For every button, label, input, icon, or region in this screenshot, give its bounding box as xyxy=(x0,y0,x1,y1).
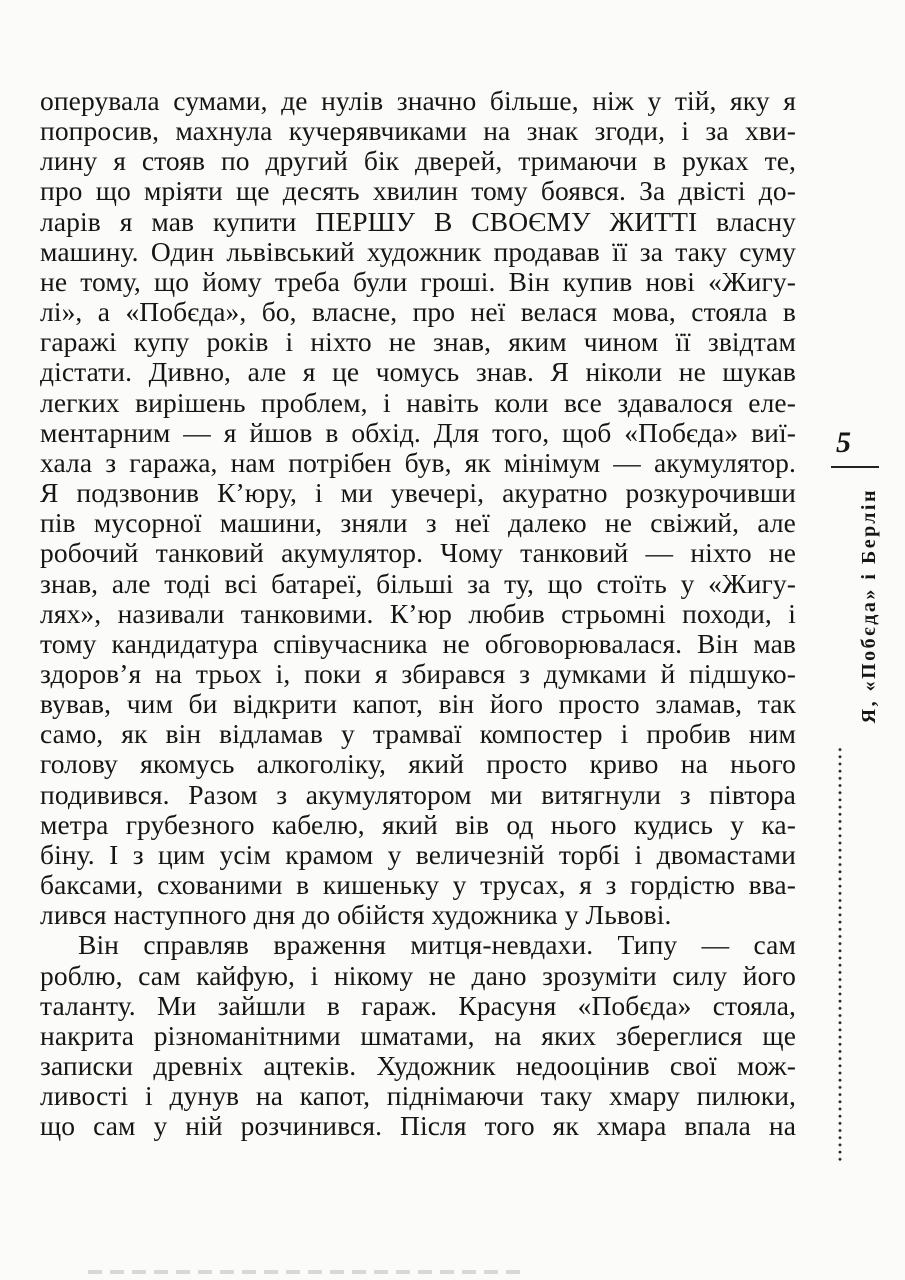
page-number: 5 xyxy=(836,426,851,459)
text-line: Я подзвонив К’юру, і ми увечері, акуратно розкурочивши xyxy=(40,477,796,509)
text-line: машину. Один львівський художник продавав її за таку суму xyxy=(40,235,796,267)
text-line: лі», а «Побєда», бо, власне, про неї велася мова, стояла в xyxy=(40,296,796,328)
text-line: попросив, махнула кучерявчиками на знак згоди, і за хви- xyxy=(40,115,796,147)
running-head: Я, «Побєда» і Берлін xyxy=(858,488,880,724)
text-line: лях», називали танковими. К’юр любив стрьомні походи, і xyxy=(40,597,796,629)
text-line: не тому, що йому треба були гроші. Він купив нові «Жигу- xyxy=(40,265,796,297)
text-line: роблю, сам кайфую, і нікому не дано зрозуміти силу його xyxy=(40,959,796,991)
text-line: здоров’я на трьох і, поки я збирався з думками й підшуко- xyxy=(40,657,796,689)
text-line: що сам у ній розчинився. Після того як хмара впала на xyxy=(40,1110,796,1142)
text-line: гаражі купу років і ніхто не знав, яким чином її звідтам xyxy=(40,326,796,358)
text-line: про що мріяти ще десять хвилин тому боявся. За двісті до- xyxy=(40,175,796,207)
text-line: лився наступного дня до обійстя художника у Львові. xyxy=(40,899,672,931)
text-line: хала з гаража, нам потрібен був, як мінімум — акумулятор. xyxy=(40,446,796,478)
header-rule xyxy=(831,466,879,468)
text-line: біну. І з цим усім крамом у величезній торбі і двомастами xyxy=(40,838,796,870)
text-line: баксами, схованими в кишеньку у трусах, я з гордістю вва- xyxy=(40,869,796,901)
text-line: вував, чим би відкрити капот, він його просто зламав, так xyxy=(40,688,796,720)
text-line: голову якомусь алкоголіку, який просто криво на нього xyxy=(40,748,796,780)
text-line: пів мусорної машини, зняли з неї далеко не свіжий, але xyxy=(40,507,796,539)
scan-artifact xyxy=(88,1270,528,1274)
text-line: накрита різноманітними шматами, на яких збереглися ще xyxy=(40,1019,796,1051)
text-line: робочий танковий акумулятор. Чому танковий — ніхто не xyxy=(40,537,796,569)
text-line: знав, але тоді всі батареї, більші за ту, що стоїть у «Жигу- xyxy=(40,567,796,599)
text-line: Він справляв враження митця-невдахи. Типу — сам xyxy=(78,929,796,961)
text-line: лину я стояв по другий бік дверей, тримаючи в руках те, xyxy=(40,145,796,177)
text-line: ларів я мав купити ПЕРШУ В СВОЄМУ ЖИТТІ власну xyxy=(40,205,796,237)
text-line: само, як він відламав у трамваї компостер і пробив ним xyxy=(40,718,796,750)
text-line: подивився. Разом з акумулятором ми витягнули з півтора xyxy=(40,778,796,810)
text-line: легких вирішень проблем, і навіть коли все здавалося еле- xyxy=(40,386,796,418)
dotted-leader xyxy=(837,746,843,1162)
text-line: дістати. Дивно, але я це чомусь знав. Я ніколи не шукав xyxy=(40,356,796,388)
text-line: метра грубезного кабелю, який вів од нього кудись у ка- xyxy=(40,808,796,840)
text-line: таланту. Ми зайшли в гараж. Красуня «Побєда» стояла, xyxy=(40,989,796,1021)
text-line: ментарним — я йшов в обхід. Для того, щоб «Побєда» виї- xyxy=(40,416,796,448)
text-line: оперувала сумами, де нулів значно більше, ніж у тій, яку я xyxy=(40,85,796,116)
text-line: ливості і дунув на капот, піднімаючи таку хмару пилюки, xyxy=(40,1080,796,1112)
text-line: тому кандидатура співучасника не обговорювалася. Він мав xyxy=(40,627,796,659)
body-text xyxy=(40,86,796,1141)
text-line: записки древніх ацтеків. Художник недооцінив свої мож- xyxy=(40,1050,796,1081)
